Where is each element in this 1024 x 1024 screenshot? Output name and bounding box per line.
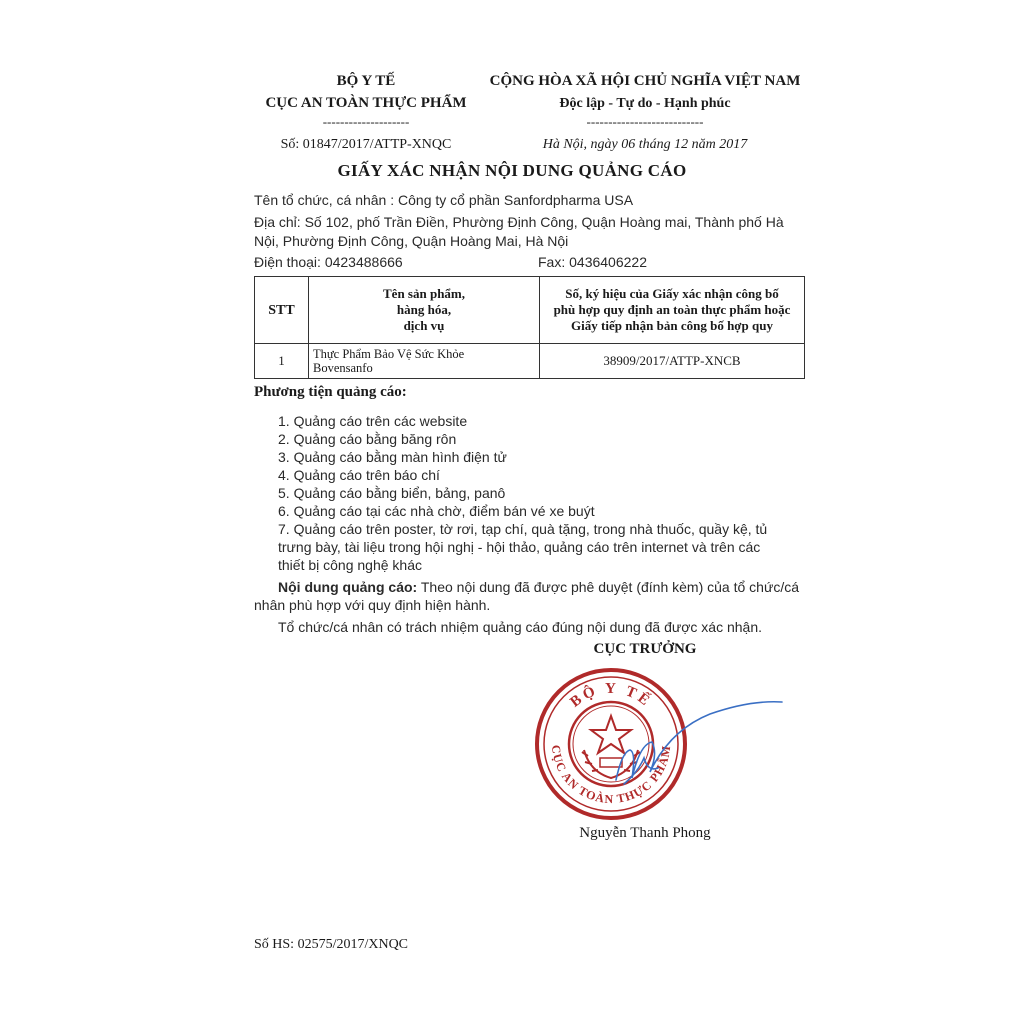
ministry-name: BỘ Y TẾ xyxy=(336,73,396,89)
fax-line: Fax: 0436406222 xyxy=(538,254,647,270)
responsibility-statement: Tổ chức/cá nhân có trách nhiệm quảng cáo đúng nội dung đã được xác nhận. xyxy=(278,619,763,635)
media-list xyxy=(278,412,808,574)
header-certificate-ref xyxy=(540,277,805,344)
address-line-1: Địa chỉ: Số 102, phố Trần Điền, Phường Định Công, Quận Hoàng mai, Thành phố Hà xyxy=(254,214,784,230)
list-item-continuation: thiết bị công nghệ khác xyxy=(278,557,422,573)
content-text-1: Theo nội dung đã được phê duyệt (đính kèm) của tổ chức/cá xyxy=(417,579,799,595)
national-header xyxy=(478,72,812,153)
document-number: Số: 01847/2017/ATTP-XNQC xyxy=(280,137,452,152)
header-product-name-line3: dịch vụ xyxy=(403,318,445,333)
national-emblem-icon xyxy=(582,716,640,778)
national-name: CỘNG HÒA XÃ HỘI CHỦ NGHĨA VIỆT NAM xyxy=(489,73,801,89)
content-label: Nội dung quảng cáo: xyxy=(278,579,418,595)
seal-stamp-icon xyxy=(537,670,685,818)
header-product-name-line2: hàng hóa, xyxy=(396,302,452,317)
table-header-row xyxy=(255,277,805,344)
signatory-name: Nguyễn Thanh Phong xyxy=(579,825,711,841)
header-ref-line2: phù hợp quy định an toàn thực phẩm hoặc xyxy=(553,302,791,317)
phone-line: Điện thoại: 0423488666 xyxy=(254,254,403,270)
list-item: 1. Quảng cáo trên các website xyxy=(278,413,468,429)
content-text-2: nhân phù hợp với quy định hiện hành. xyxy=(254,597,491,613)
header-left-rule: -------------------- xyxy=(322,114,410,129)
header-product-name-line1: Tên sản phẩm, xyxy=(383,286,465,301)
seal-bottom-text: CỤC AN TOÀN THỰC PHẨM xyxy=(548,744,674,807)
list-item: 4. Quảng cáo trên báo chí xyxy=(278,467,440,483)
list-item: 3. Quảng cáo bằng màn hình điện tử xyxy=(278,449,507,465)
file-number: Số HS: 02575/2017/XNQC xyxy=(254,937,409,952)
row-product-name xyxy=(309,344,540,379)
list-item: 2. Quảng cáo bằng băng rôn xyxy=(278,431,457,447)
document-title: GIẤY XÁC NHẬN NỘI DUNG QUẢNG CÁO xyxy=(337,161,687,180)
header-right-rule: --------------------------- xyxy=(586,114,704,129)
list-item-continuation: trưng bày, tài liệu trong hội nghị - hội thảo, quảng cáo trên internet và trên các xyxy=(278,539,761,555)
header-stt: STT xyxy=(255,277,309,344)
address-line-2: Nội, Phường Định Công, Quận Hoàng Mai, Hà Nội xyxy=(254,233,569,249)
seal-top-text: BỘ Y TẾ xyxy=(567,680,655,711)
issue-date: Hà Nội, ngày 06 tháng 12 năm 2017 xyxy=(542,137,748,152)
signatory-title: CỤC TRƯỞNG xyxy=(593,641,697,657)
official-seal-and-signature xyxy=(520,660,820,820)
list-item: 6. Quảng cáo tại các nhà chờ, điểm bán vé xe buýt xyxy=(278,503,595,519)
list-item: 5. Quảng cáo bằng biển, bảng, panô xyxy=(278,485,506,501)
table-row xyxy=(255,344,805,379)
product-table xyxy=(254,276,805,379)
organization-line: Tên tổ chức, cá nhân : Công ty cổ phần Sanfordpharma USA xyxy=(254,192,634,208)
media-heading: Phương tiện quảng cáo: xyxy=(254,384,407,400)
content-paragraph xyxy=(254,578,814,596)
header-ref-line1: Số, ký hiệu của Giấy xác nhận công bố xyxy=(565,286,779,301)
header-product-name xyxy=(309,277,540,344)
header-ref-line3: Giấy tiếp nhận bản công bố hợp quy xyxy=(571,318,773,333)
row-stt: 1 xyxy=(255,344,309,379)
national-motto: Độc lập - Tự do - Hạnh phúc xyxy=(559,96,731,111)
row-certificate-ref: 38909/2017/ATTP-XNCB xyxy=(540,344,805,379)
department-name: CỤC AN TOÀN THỰC PHẨM xyxy=(265,95,467,111)
row-product-name-line2: Bovensanfo xyxy=(313,361,373,375)
row-product-name-line1: Thực Phẩm Bảo Vệ Sức Khỏe xyxy=(313,347,465,361)
list-item: 7. Quảng cáo trên poster, tờ rơi, tạp chí, quà tặng, trong nhà thuốc, quầy kệ, tủ xyxy=(278,521,768,537)
agency-header xyxy=(244,72,488,153)
